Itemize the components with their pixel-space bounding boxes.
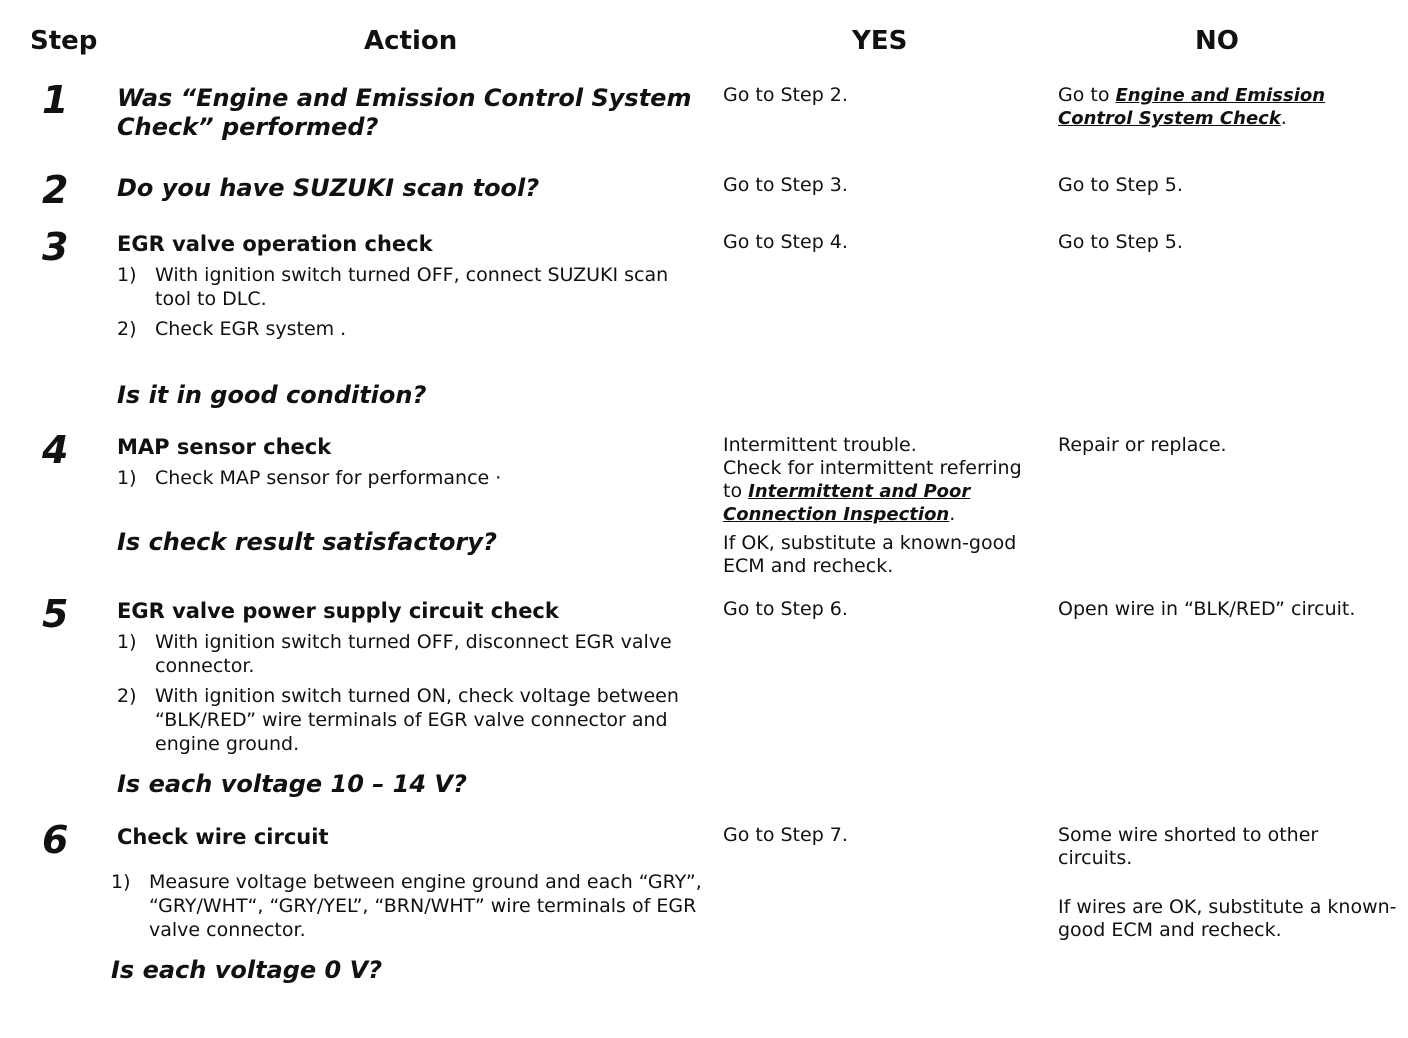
- step-title: EGR valve operation check: [117, 232, 433, 256]
- yes-line: Check for intermittent referring to Intermittent and Poor Connection Inspection.: [723, 457, 1022, 525]
- step-question: Is check result satisfactory?: [117, 528, 497, 556]
- step-number: 6: [42, 818, 69, 862]
- no-result: Go to Step 5.: [1058, 231, 1183, 253]
- yes-result: Go to Step 4.: [723, 231, 848, 253]
- step-question: Was “Engine and Emission Control System Check” performed?: [117, 84, 692, 141]
- header-no: NO: [1195, 26, 1239, 56]
- step-number: 5: [42, 592, 69, 636]
- step-action: [111, 824, 707, 985]
- yes-line: If OK, substitute a known-good ECM and recheck.: [723, 532, 1017, 577]
- no-result: Open wire in “BLK/RED” circuit.: [1058, 598, 1356, 620]
- header-action: Action: [364, 26, 458, 56]
- no-line: If wires are OK, substitute a known-good ECM and recheck.: [1058, 896, 1397, 941]
- step-number: 1: [42, 78, 69, 122]
- header-step: Step: [30, 26, 98, 56]
- no-result: Repair or replace.: [1058, 434, 1227, 456]
- no-result: [1058, 84, 1398, 130]
- yes-result: Go to Step 7.: [723, 824, 848, 846]
- yes-result: [723, 434, 1043, 578]
- step-title: EGR valve power supply circuit check: [117, 599, 559, 623]
- step-item: 2) Check EGR system .: [117, 318, 347, 340]
- step-action: [117, 434, 707, 557]
- step-question: Is it in good condition?: [117, 381, 427, 409]
- step-number: 4: [42, 428, 69, 472]
- no-prefix: Go to: [1058, 84, 1116, 106]
- step-number: 3: [42, 225, 69, 269]
- yes-result: Go to Step 3.: [723, 174, 848, 196]
- step-action: [117, 84, 707, 142]
- step-number: 2: [42, 168, 69, 212]
- intermittent-inspection-link[interactable]: Intermittent and Poor Connection Inspection: [723, 481, 971, 525]
- no-result: [1058, 824, 1398, 942]
- step-question: Is each voltage 0 V?: [111, 956, 383, 984]
- step-action: [117, 598, 707, 799]
- step-question: Is each voltage 10 – 14 V?: [117, 770, 467, 798]
- yes-result: Go to Step 2.: [723, 84, 848, 106]
- step-item: 1) Check MAP sensor for performance ·: [117, 467, 502, 489]
- header-yes: YES: [852, 26, 908, 56]
- step-action: [117, 174, 707, 203]
- step-item: 1) With ignition switch turned OFF, disconnect EGR valve connector.: [117, 631, 672, 677]
- no-result: Go to Step 5.: [1058, 174, 1183, 196]
- step-action: [117, 231, 707, 410]
- no-suffix: .: [1280, 107, 1287, 129]
- step-item: 1) With ignition switch turned OFF, connect SUZUKI scan tool to DLC.: [117, 264, 669, 310]
- yes-result: Go to Step 6.: [723, 598, 848, 620]
- no-line: Some wire shorted to other circuits.: [1058, 824, 1319, 869]
- step-title: Check wire circuit: [117, 825, 329, 849]
- step-item: 1) Measure voltage between engine ground and each “GRY”, “GRY/WHT“, “GRY/YEL”, “BRN/WHT” wire terminals of EGR valve connector.: [111, 871, 702, 941]
- step-item: 2) With ignition switch turned ON, check voltage between “BLK/RED” wire terminals of EGR valve connector and engine ground.: [117, 685, 679, 755]
- engine-emission-check-link[interactable]: Engine and Emission Control System Check: [1058, 85, 1326, 129]
- step-question: Do you have SUZUKI scan tool?: [117, 174, 540, 202]
- yes-line: Intermittent trouble.: [723, 434, 917, 456]
- step-title: MAP sensor check: [117, 435, 332, 459]
